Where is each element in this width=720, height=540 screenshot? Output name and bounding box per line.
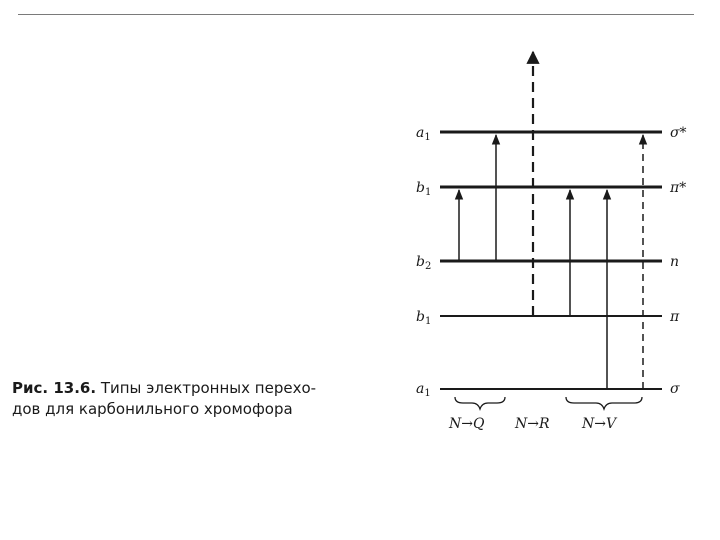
label-n-to-q: N→Q [449,416,485,432]
level-right-label-pi-star: π* [670,180,687,196]
brace-n-to-v [566,397,642,409]
level-left-label-sigma: $a_1$ [416,381,431,399]
level-right-label-sigma-star: σ* [670,125,687,141]
label-n-to-v: N→V [582,416,617,432]
caption-line-2: дов для карбонильного хромофора [12,400,293,418]
figure-caption [12,378,392,420]
level-right-label-sigma: σ [670,381,680,397]
caption-line-1: Типы электронных перехо- [100,379,317,397]
level-left-label-pi: $b_1$ [416,309,432,327]
level-left-label-pi-star: $b_1$ [416,180,432,198]
figure-label: Рис. 13.6. [12,379,97,397]
level-right-label-pi: π [670,309,680,325]
level-left-label-sigma-star: $a_1$ [416,125,431,143]
level-left-label-n: $b_2$ [416,254,432,272]
label-n-to-r: N→R [515,416,550,432]
level-right-label-n: n [670,254,680,270]
brace-n-to-q [455,397,505,409]
